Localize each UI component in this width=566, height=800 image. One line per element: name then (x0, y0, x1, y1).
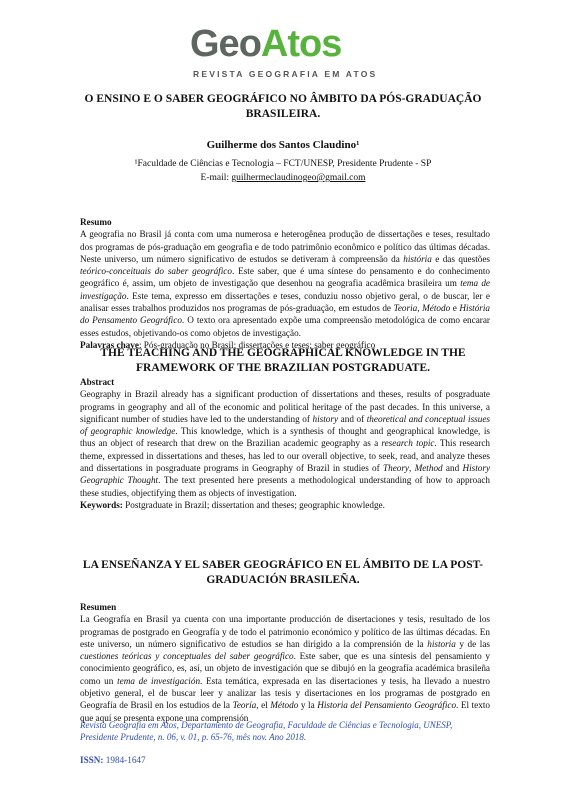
keywords-label-en: Keywords: (80, 499, 123, 510)
abstract-body-en: Geography in Brazil already has a significant production of dissertations and theses, results of posgraduate programs in geography and all of the economic and political heritage of the past decades. In this universe, a significant number of studies have led to the understanding of history and of theoretical and conceptual issues of geographic knowledge. This knowledge, which is a synthesis of thought and geographical knowledge, is thus an object of research that drew on the Brazilian academic geography as a research topic. This research theme, expressed in dissertations and theses, has led to our overall objective, to seek, read, and analyze theses and dissertations in posgraduate programs in Geography of Brazil in studies of Theory, Method and History Geographic Thought. The text presented here presents a methodological understanding of how to approach these studies, objectifying them as objects of investigation. (80, 389, 491, 498)
email-label: E-mail: (200, 173, 232, 183)
logo-word-atos: Atos (260, 23, 342, 65)
email-link[interactable]: guilhermeclaudinogeo@gmail.com (231, 173, 366, 183)
logo-tagline: REVISTA GEOGRAFIA EM ATOS (193, 69, 378, 79)
author-affiliation (60, 157, 506, 185)
abstract-english (80, 376, 490, 511)
issn-label: ISSN: (80, 755, 104, 765)
title-portuguese: O ENSINO E O SABER GEOGRÁFICO NO ÂMBITO DA PÓS-GRADUAÇÃO BRASILEIRA. (84, 93, 482, 120)
footer-citation: Revista Geografia em Atos, Departamento de Geografia, Faculdade de Ciências e Tecnologia, UNESP, Presidente Prudente, n. 06, v. 01, p. 65-76, mês nov. Ano 2018. (80, 720, 453, 742)
affiliation-text: ¹Faculdade de Ciências e Tecnologia – FCT/UNESP, Presidente Prudente - SP (134, 159, 432, 169)
keywords-text-pt: : Pós-graduação no Brasil; dissertações e teses; saber geográfico (138, 339, 376, 350)
author-name: Guilherme dos Santos Claudino¹ (206, 139, 360, 151)
abstract-heading-en: Abstract (80, 377, 115, 387)
title-english: THE TEACHING AND THE GEOGRAPHICAL KNOWLEDGE IN THE FRAMEWORK OF THE BRAZILIAN POSTGRADUATE. (100, 347, 466, 374)
keywords-label-pt: Palavras chave (80, 339, 139, 350)
logo-wordmark (190, 22, 341, 66)
abstract-body-es: La Geografía en Brasil ya cuenta con una importante producción de disertaciones y tesis, resultado de los programas de postgrado en Geografía y de todo el patrimonio económico y político de las últimas décadas. En este universo, un número significativo de estudios se han dirigido a la comprensión de la historia y de las cuestiones teóricas y conceptuales del saber geográfico. Este saber, que es una síntesis del pensamiento y conocimiento geográfico, es, así, un objeto de investigación que se dibujó en la geografía académica brasileña como un tema de investigación. Esta temática, expresada en las disertaciones y tesis, ha llevado a nuestro objetivo general, el de buscar leer y analizar las tesis y disertaciones en los programas de postgrado en Geografía de Brasil en los estudios de la Teoría, el Método y la Historia del Pensamiento Geográfico. El texto que aquí se presenta expone una comprensión (80, 614, 491, 723)
logo-word-geo: Geo (190, 23, 261, 65)
journal-logo (190, 22, 380, 84)
issn-value: 1984-1647 (103, 755, 146, 765)
abstract-portuguese (80, 216, 490, 351)
keywords-en (80, 499, 490, 511)
abstract-body-pt: A geografia no Brasil já conta com uma numerosa e heterogênea produção de dissertações e teses, resultado dos programas de pós-graduação em geografia e de todo patrimônio econômico e político das últimas décadas. Neste universo, um número significativo de estudos se detiveram à compreensão da história e das questões teórico-conceituais do saber geográfico. Este saber, que é uma síntese do pensamento e do conhecimento geográfico é, assim, um objeto de investigação que desenhou na geografia acadêmica brasileira um tema de investigação. Este tema, expresso em dissertações e teses, conduziu nosso objetivo geral, o de buscar, ler e analisar esses trabalhos produzidos nos programas de pós-graduação, em estudos de Teoria, Método e História do Pensamento Geográfico. O texto ora apresentado expõe uma compreensão metodológica de como encarar esses estudos, objetivando-os como objetos de investigação. (80, 229, 491, 338)
email-line (60, 171, 506, 185)
footer-issn (80, 755, 146, 765)
abstract-heading-es: Resumen (80, 602, 117, 612)
keywords-text-en: Postgraduate in Brazil; dissertation and theses; geographic knowledge. (122, 499, 385, 510)
abstract-spanish (80, 601, 490, 724)
abstract-heading-pt: Resumo (80, 217, 112, 227)
title-spanish: LA ENSEÑANZA Y EL SABER GEOGRÁFICO EN EL ÁMBITO DE LA POST-GRADUACIÓN BRASILEÑA. (82, 559, 484, 586)
